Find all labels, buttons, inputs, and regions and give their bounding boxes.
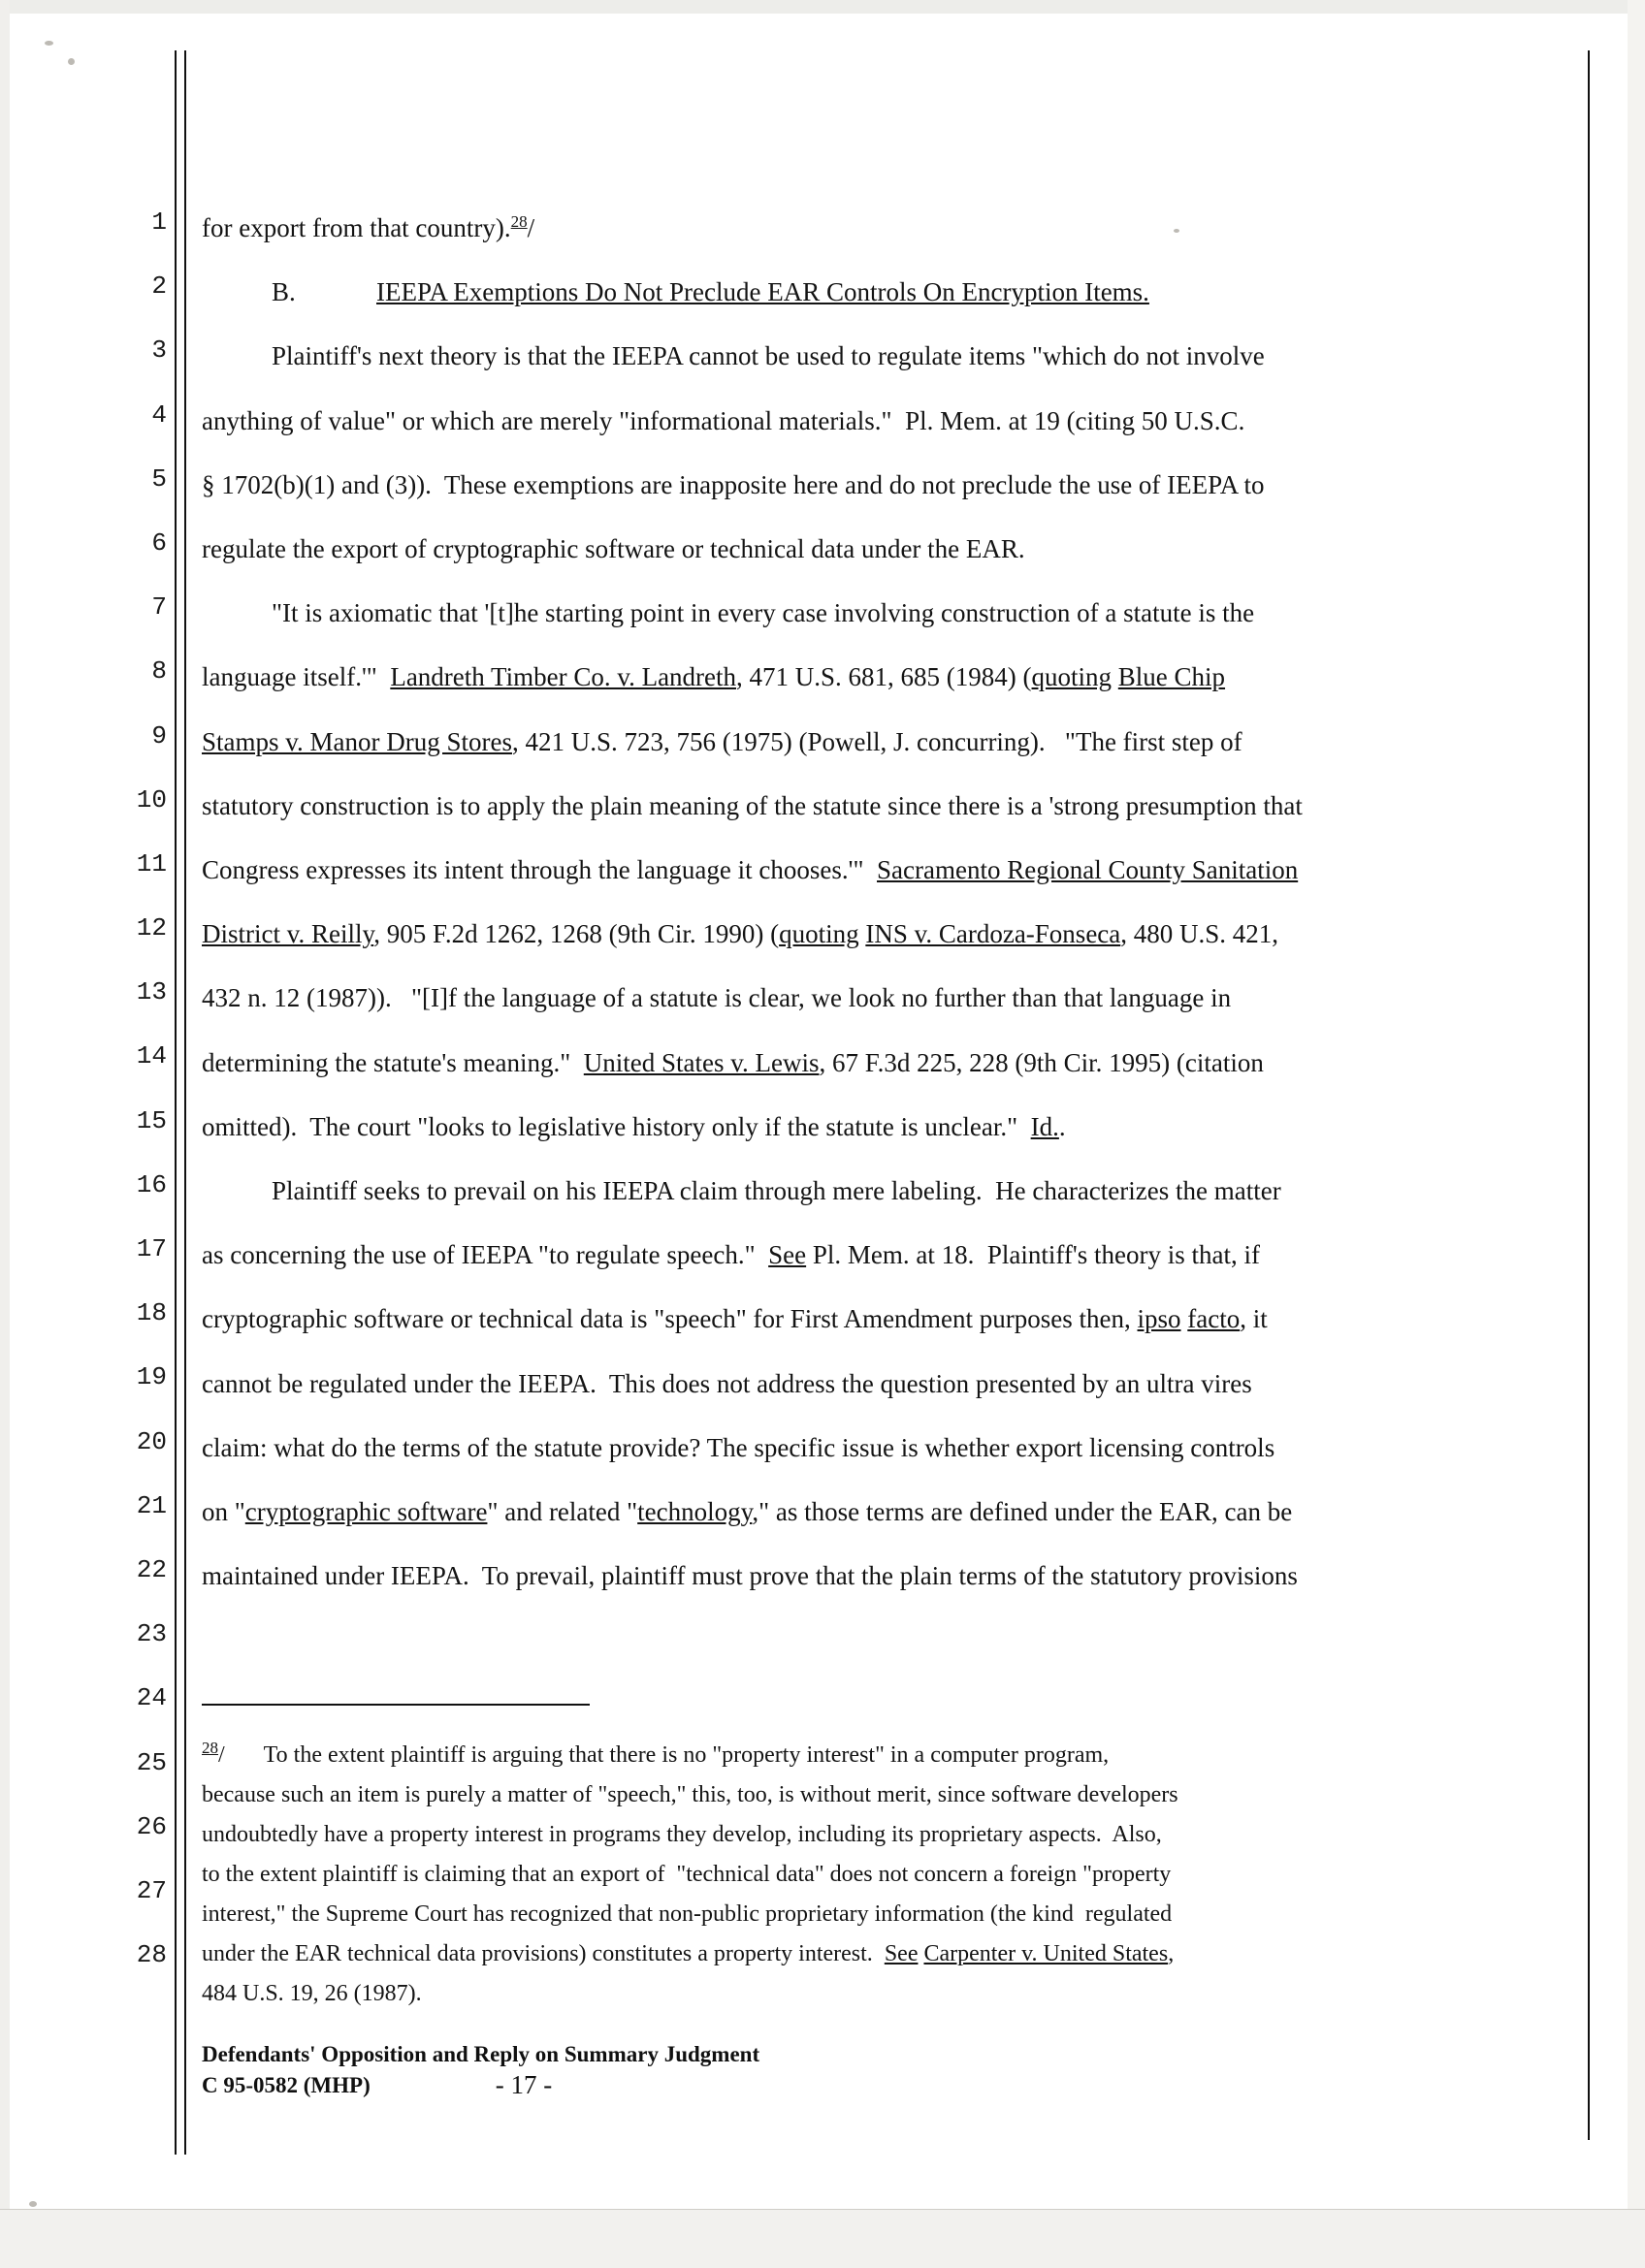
body-line-6: regulate the export of cryptographic software or technical data under the EAR. (202, 534, 1025, 564)
scan-edge-left (0, 0, 10, 2268)
footnote-line-1: $^{28}$/ To the extent plaintiff is arguing that there is no "property interest" in a computer program, (202, 1739, 1110, 1768)
body-line-3: Plaintiff's next theory is that the IEEPA cannot be used to regulate items "which do not involve (272, 341, 1265, 371)
footnote-separator-rule (202, 1704, 590, 1706)
line-number: 21 (136, 1490, 167, 1520)
document-body (202, 190, 1579, 1608)
left-margin-rule-inner (184, 50, 186, 2155)
line-number: 24 (136, 1683, 167, 1713)
right-margin-rule (1588, 50, 1590, 2140)
footnote-marker: 28 (202, 1739, 218, 1757)
case-citation: Blue Chip (1117, 662, 1226, 692)
body-line-16: Plaintiff seeks to prevail on his IEEPA claim through mere labeling. He characterizes the matter (272, 1176, 1281, 1206)
line-number: 1 (151, 208, 167, 237)
line-number: 25 (136, 1747, 167, 1777)
line-number: 4 (151, 399, 167, 430)
body-line-9: Stamps v. Manor Drug Stores, 421 U.S. 723, 756 (1975) (Powell, J. concurring). "The first step of (202, 726, 1242, 756)
case-citation: Id. (1030, 1111, 1059, 1141)
body-line-17: as concerning the use of IEEPA "to regulate speech." See Pl. Mem. at 18. Plaintiff's theory is that, if (202, 1240, 1260, 1270)
footnote-line-3: undoubtedly have a property interest in programs they develop, including its proprietary aspects. Also, (202, 1822, 1162, 1847)
body-line-13: 432 n. 12 (1987)). "[I]f the language of a statute is clear, we look no further than that language in (202, 983, 1232, 1013)
line-number: 7 (151, 592, 167, 623)
case-citation: Stamps v. Manor Drug Stores (202, 726, 512, 756)
defined-term: technology (637, 1497, 753, 1527)
line-number: 16 (136, 1169, 167, 1199)
line-number: 11 (136, 848, 167, 878)
case-citation: Landreth Timber Co. v. Landreth (390, 662, 737, 692)
body-line-10: statutory construction is to apply the plain meaning of the statute since there is a 'strong presumption that (202, 790, 1303, 820)
latin-phrase: ipso (1137, 1304, 1181, 1334)
line-number: 27 (136, 1875, 167, 1905)
scan-speck (45, 41, 53, 46)
case-citation: District v. Reilly (202, 919, 374, 949)
scan-speck (29, 2201, 37, 2207)
see-signal: See (768, 1240, 807, 1270)
line-number: 15 (136, 1105, 167, 1135)
footer-title: Defendants' Opposition and Reply on Summary Judgment (202, 2042, 760, 2066)
case-citation: Carpenter v. United States (923, 1941, 1169, 1966)
line-number: 14 (136, 1041, 167, 1071)
body-line-18: cryptographic software or technical data is "speech" for First Amendment purposes then, ipso facto, it (202, 1304, 1268, 1334)
body-line-14: determining the statute's meaning." United States v. Lewis, 67 F.3d 225, 228 (9th Cir. 1995) (citation (202, 1047, 1264, 1077)
line-number: 13 (136, 977, 167, 1007)
footer-case-number: C 95-0582 (MHP) (202, 2073, 371, 2097)
body-line-22: maintained under IEEPA. To prevail, plaintiff must prove that the plain terms of the statutory provisions (202, 1561, 1298, 1591)
body-line-21: on "cryptographic software" and related "technology," as those terms are defined under the EAR, can be (202, 1497, 1293, 1527)
scan-edge-right (1628, 0, 1645, 2268)
line-number: 20 (136, 1426, 167, 1456)
line-number: 28 (136, 1940, 167, 1970)
line-number: 9 (151, 720, 167, 751)
body-line-11: Congress expresses its intent through the language it chooses.'" Sacramento Regional County Sanitation (202, 855, 1299, 885)
line-number: 19 (136, 1362, 167, 1392)
body-line-1: for export from that country).$^{28}$/ (202, 212, 535, 242)
body-line-7: "It is axiomatic that '[t]he starting point in every case involving construction of a statute is the (272, 598, 1255, 628)
case-citation: United States v. Lewis (583, 1047, 820, 1077)
scan-speck (68, 58, 75, 65)
latin-phrase: facto (1187, 1304, 1241, 1334)
line-number: 23 (136, 1619, 167, 1649)
body-line-20: claim: what do the terms of the statute provide? The specific issue is whether export licensing controls (202, 1432, 1275, 1462)
line-number: 10 (136, 784, 167, 815)
body-line-2-heading (202, 260, 1579, 324)
line-number: 5 (151, 463, 167, 494)
line-number: 26 (136, 1811, 167, 1841)
line-number: 18 (136, 1298, 167, 1328)
line-number: 8 (151, 656, 167, 687)
body-line-12: District v. Reilly, 905 F.2d 1262, 1268 (9th Cir. 1990) (quoting INS v. Cardoza-Fonseca, 480 U.S. 421, (202, 919, 1279, 949)
line-number-column (114, 190, 167, 1987)
body-line-5: § 1702(b)(1) and (3)). These exemptions are inapposite here and do not preclude the use of IEEPA to (202, 469, 1265, 499)
footnote-line-4: to the extent plaintiff is claiming that an export of "technical data" does not concern a foreign "property (202, 1862, 1172, 1887)
section-heading: IEEPA Exemptions Do Not Preclude EAR Controls On Encryption Items. (376, 277, 1149, 307)
quoting-signal: quoting (1031, 662, 1113, 692)
body-line-4: anything of value" or which are merely "informational materials." Pl. Mem. at 19 (citing 50 U.S.C. (202, 405, 1245, 435)
scan-edge-top (0, 0, 1645, 14)
footnote-line-2: because such an item is purely a matter of "speech," this, too, is without merit, since software developers (202, 1782, 1178, 1807)
footnote-block (202, 1728, 1579, 2014)
footnote-reference: 28 (510, 212, 528, 231)
case-citation: Sacramento Regional County Sanitation (877, 855, 1299, 885)
page-number: - 17 - (495, 2070, 553, 2099)
quoting-signal: quoting (779, 919, 859, 949)
line-number: 12 (136, 913, 167, 943)
body-line-19: cannot be regulated under the IEEPA. This does not address the question presented by an ultra vires (202, 1368, 1252, 1398)
line-number: 17 (136, 1234, 167, 1263)
left-margin-rule-outer (175, 50, 177, 2155)
footnote-line-6: under the EAR technical data provisions) constitutes a property interest. See Carpenter v. United States, (202, 1941, 1175, 1966)
scan-edge-bottom (0, 2209, 1645, 2268)
defined-term: cryptographic software (244, 1497, 488, 1527)
body-line-15: omitted). The court "looks to legislative history only if the statute is unclear." Id.. (202, 1111, 1066, 1141)
line-number: 6 (151, 527, 167, 558)
heading-letter: B. (272, 277, 296, 307)
line-number: 3 (151, 335, 167, 366)
line-number: 2 (151, 272, 167, 302)
footnote-line-7: 484 U.S. 19, 26 (1987). (202, 1981, 422, 2006)
body-line-8: language itself.'" Landreth Timber Co. v. Landreth, 471 U.S. 681, 685 (1984) (quoting Blue Chip (202, 662, 1226, 692)
case-citation: INS v. Cardoza-Fonseca (865, 919, 1121, 949)
line-number: 22 (136, 1554, 167, 1584)
footnote-line-5: interest," the Supreme Court has recognized that non-public proprietary information (the kind regulated (202, 1901, 1173, 1927)
see-signal: See (884, 1941, 919, 1966)
